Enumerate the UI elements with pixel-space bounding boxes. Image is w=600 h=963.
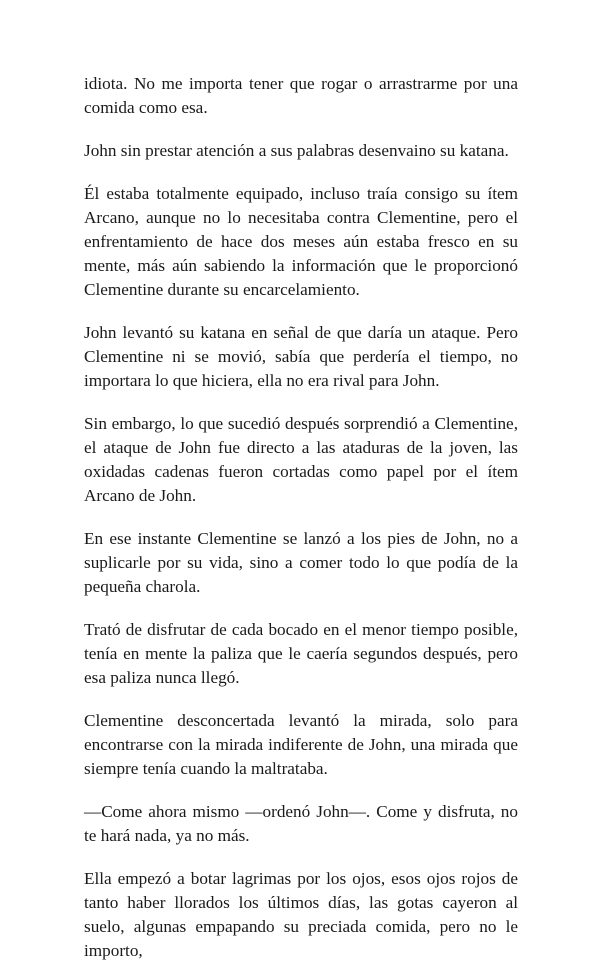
paragraph: Él estaba totalmente equipado, incluso traía consigo su ítem Arcano, aunque no lo necesitaba contra Clementine, pero el enfrentamiento de hace dos meses aún estaba fresco en su mente, más aún sabiendo la información que le proporcionó Clementine durante su encarcelamiento. <box>84 184 518 299</box>
paragraph: Trató de disfrutar de cada bocado en el menor tiempo posible, tenía en mente la paliza que le caería segundos después, pero esa paliza nunca llegó. <box>84 620 518 687</box>
paragraph: John levantó su katana en señal de que daría un ataque. Pero Clementine ni se movió, sabía que perdería el tiempo, no importara lo que hiciera, ella no era rival para John. <box>84 323 518 390</box>
document-page <box>84 72 518 963</box>
paragraph: Ella empezó a botar lagrimas por los ojos, esos ojos rojos de tanto haber llorados los últimos días, las gotas cayeron al suelo, algunas empapando su preciada comida, pero no le importo, <box>84 869 518 960</box>
paragraph: idiota. No me importa tener que rogar o arrastrarme por una comida como esa. <box>84 74 518 117</box>
paragraph: John sin prestar atención a sus palabras desenvaino su katana. <box>84 141 509 160</box>
paragraph: Clementine desconcertada levantó la mirada, solo para encontrarse con la mirada indiferente de John, una mirada que siempre tenía cuando la maltrataba. <box>84 711 518 778</box>
paragraph: En ese instante Clementine se lanzó a los pies de John, no a suplicarle por su vida, sino a comer todo lo que podía de la pequeña charola. <box>84 529 518 596</box>
paragraph: Sin embargo, lo que sucedió después sorprendió a Clementine, el ataque de John fue directo a las ataduras de la joven, las oxidadas cadenas fueron cortadas como papel por el ítem Arcano de John. <box>84 414 518 505</box>
paragraph: —Come ahora mismo —ordenó John—. Come y disfruta, no te hará nada, ya no más. <box>84 802 518 845</box>
